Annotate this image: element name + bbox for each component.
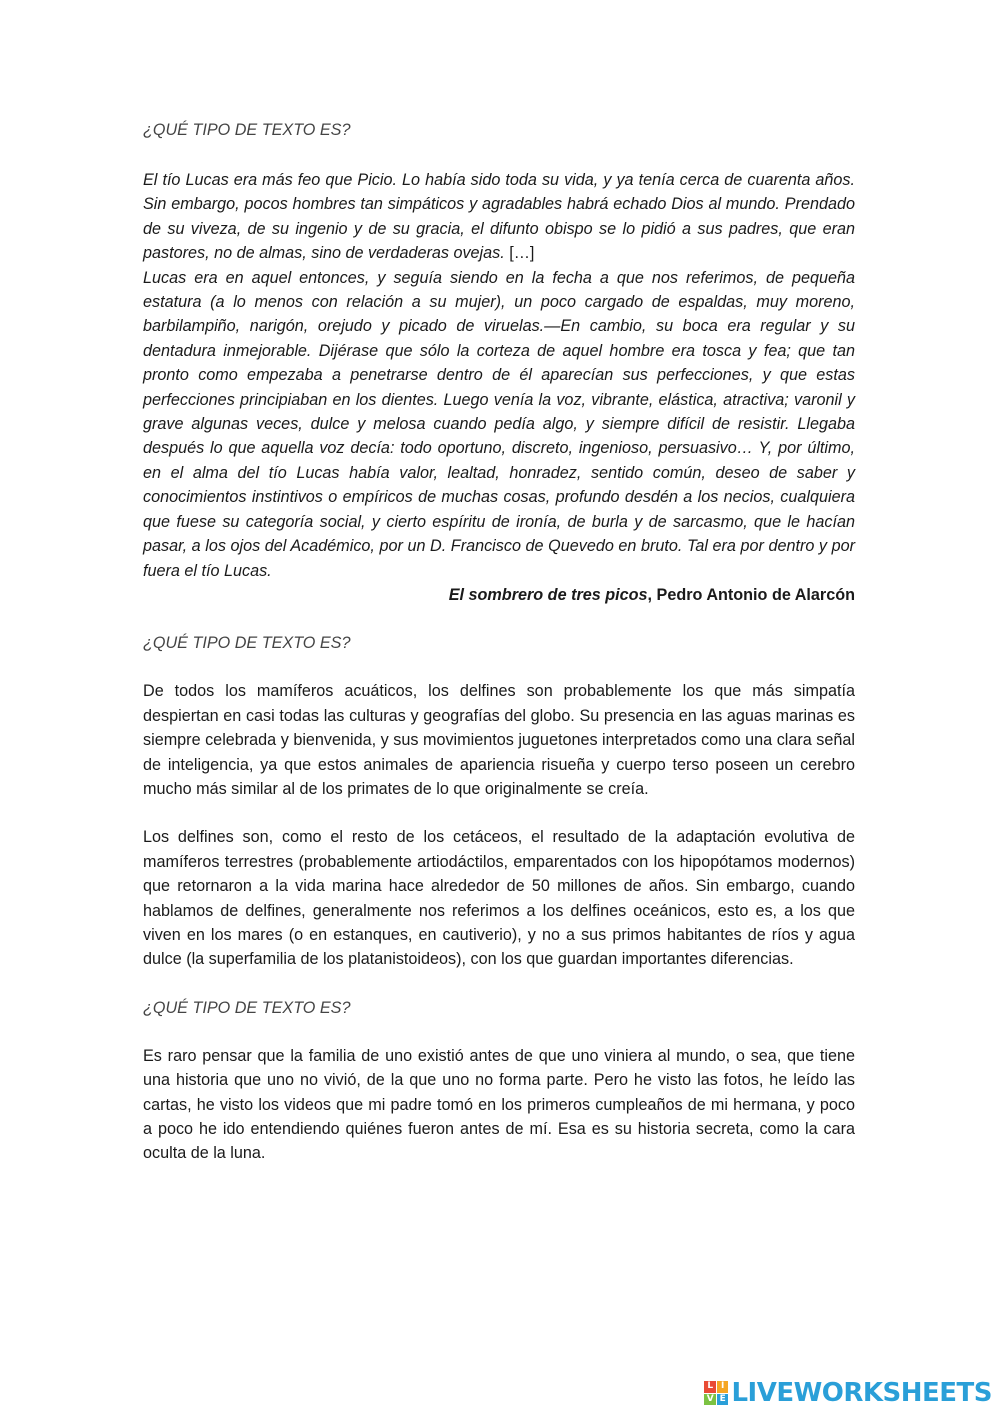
liveworksheets-brand (704, 1378, 992, 1408)
text2-paragraph-2: Los delfines son, como el resto de los cetáceos, el resultado de la adaptación evolutiva de mamíferos terrestres (probablemente artiodáctilos, emparentados con los hipopótamos modernos) que retornaron a la vida marina hace alrededor de 50 millones de años. Sin embargo, cuando hablamos de delfines, generalmente nos referimos a los delfines oceánicos, esto es, a los que viven en los mares (o en estanques, en cautiverio), y no a sus primos habitantes de ríos y agua dulce (la superfamilia de los platanistoideos), con los que guardan importantes diferencias. (143, 828, 855, 969)
text2-paragraph-1: De todos los mamíferos acuáticos, los delfines son probablemente los que más simpatía despiertan en casi todas las culturas y geografías del globo. Su presencia en las aguas marinas es siempre celebrada y bienvenida, y sus movimientos juguetones interpretados como una clara señal de inteligencia, ya que estos animales de apariencia risueña y cuerpo terso poseen un cerebro mucho más similar al de los primates de lo que originalmente se creía. (143, 682, 855, 798)
document-page (143, 118, 855, 1166)
text1-paragraph (143, 168, 855, 583)
text1-ellipsis: […] (504, 244, 535, 263)
text1-body-b: Lucas era en aquel entonces, y seguía siendo en la fecha a que nos referimos, de pequeña estatura (a lo menos con relación a su mujer), un poco cargado de espaldas, muy moreno, barbilampiño, narigón, orejudo y picado de viruelas.—En cambio, su boca era regular y su dentadura inmejorable. Dijérase que sólo la corteza de aquel hombre era tosca y fea; que tan pronto como empezaba a penetrarse dentro de él aparecían sus perfecciones, y que estas perfecciones principiaban en los dientes. Luego venía la voz, vibrante, elástica, atractiva; varonil y grave algunas veces, dulce y melosa cuando pedía algo, y siempre difícil de resistir. Llegaba después lo que aquella voz decía: todo oportuno, discreto, ingenioso, persuasivo… Y, por último, en el alma del tío Lucas había valor, lealtad, honradez, sentido común, deseo de saber y conocimientos instintivos o empíricos de muchas cosas, profundo desdén a los necios, cualquiera que fuese su categoría social, y cierto espíritu de ironía, de burla y de sarcasmo, que le hacían pasar, a los ojos del Académico, por un D. Francisco de Quevedo en bruto. Tal era por dentro y por fuera el tío Lucas. (143, 268, 855, 580)
logo-letter: V (704, 1394, 716, 1406)
text1-source (143, 583, 855, 607)
text1-body-a: El tío Lucas era más feo que Picio. Lo había sido toda su vida, y ya tenía cerca de cuarenta años. Sin embargo, pocos hombres tan simpáticos y agradables habrá echado Dios al mundo. Prendado de su viveza, de su ingenio y de su gracia, el difunto obispo se lo pidió a sus padres, que eran pastores, no de almas, sino de verdaderas ovejas. (143, 171, 855, 263)
logo-letter: I (717, 1381, 729, 1393)
text3-paragraph: Es raro pensar que la familia de uno existió antes de que uno viniera al mundo, o sea, que tiene una historia que uno no vivió, de la que uno no forma parte. Pero he visto las fotos, he leído las cartas, he visto los videos que mi padre tomó en los primeros cumpleaños de mi hermana, y poco a poco he ido entendiendo quiénes fueron antes de mí. Esa es su historia secreta, como la cara oculta de la luna. (143, 1046, 855, 1163)
question-heading-2: ¿QUÉ TIPO DE TEXTO ES? (143, 634, 351, 653)
question-heading-3: ¿QUÉ TIPO DE TEXTO ES? (143, 998, 351, 1017)
brand-logo-icon (704, 1381, 728, 1405)
source-title: El sombrero de tres picos (448, 585, 648, 604)
logo-letter: L (704, 1381, 716, 1393)
logo-letter: E (717, 1394, 729, 1406)
brand-name: LIVEWORKSHEETS (731, 1378, 992, 1408)
question-heading-1: ¿QUÉ TIPO DE TEXTO ES? (143, 121, 351, 139)
source-author: , Pedro Antonio de Alarcón (647, 585, 855, 604)
